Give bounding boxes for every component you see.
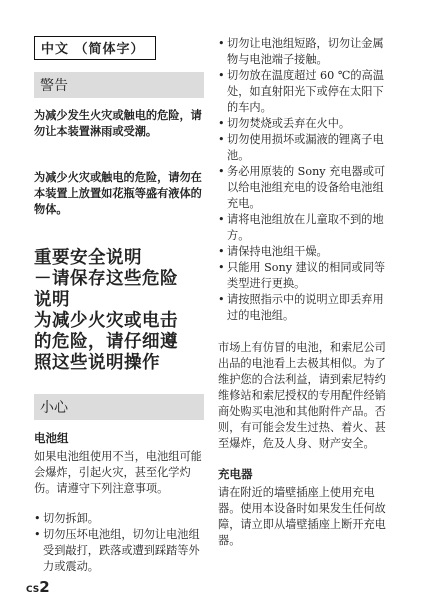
left-column	[34, 36, 204, 575]
list-item: • 只能用 Sony 建议的相同或同等类型进行更换。	[218, 260, 386, 292]
list-item: • 切勿压坏电池组，切勿让电池组受到敲打，跌落或遭到踩踏等外力或震动。	[34, 527, 204, 575]
list-item: • 请按照指示中的说明立即丢弃用过的电池组。	[218, 292, 386, 324]
list-item: • 切勿让电池组短路，切勿让金属物与电池端子接触。	[218, 36, 386, 68]
charger-title: 充电器	[218, 467, 253, 481]
language-code: CS	[26, 585, 40, 595]
page-number-value: 2	[39, 578, 50, 596]
page-number	[26, 578, 50, 596]
caution-heading: 小心	[34, 394, 204, 420]
important-line-3: 说明	[34, 290, 70, 310]
list-item: • 切勿放在温度超过 60 ℃的高温处，如直射阳光下或停在太阳下的车内。	[218, 68, 386, 116]
list-item: • 切勿焚烧或丢弃在火中。	[218, 116, 386, 132]
important-line-5: 的危险，请仔细遵	[34, 332, 178, 352]
battery-pack-title: 电池组	[34, 431, 69, 445]
important-safety-instructions	[34, 248, 204, 374]
right-column	[218, 36, 386, 563]
charger-text: 请在附近的墙壁插座上使用充电器。使用本设备时如果发生任何故障，请立即从墙壁插座上断开充电器。	[218, 486, 386, 547]
right-bullet-list	[218, 36, 386, 324]
warning-paragraph-1: 为减少发生火灾或触电的危险，请勿让本装置淋雨或受潮。	[34, 109, 202, 138]
list-item: • 请将电池组放在儿童取不到的地方。	[218, 212, 386, 244]
list-item: • 切勿拆卸。	[34, 511, 204, 527]
counterfeit-battery-text: 市场上有仿冒的电池，和索尼公司出品的电池看上去极其相似。为了维护您的合法利益，请到索尼特约维修站和索尼授权的专用配件经销商处购买电池和其他附件产品。否则，有可能会发生过热、着火、甚至爆炸，危及人身、财产安全。	[218, 341, 386, 450]
warning-paragraph-2: 为减少火灾或触电的危险，请勿在本装置上放置如花瓶等盛有液体的物体。	[34, 171, 202, 216]
important-line-4: 为减少火灾或电击	[34, 311, 178, 331]
important-line-2: －请保存这些危险	[34, 269, 178, 289]
important-line-1: 重要安全说明	[34, 248, 142, 268]
left-bullet-list	[34, 511, 204, 575]
battery-pack-text: 如果电池组使用不当，电池组可能会爆炸，引起火灾，甚至化学灼伤。请遵守下列注意事项。	[34, 450, 202, 495]
list-item: • 切勿使用损坏或漏液的锂离子电池。	[218, 132, 386, 164]
warning-heading: 警告	[34, 72, 204, 98]
list-item: • 务必用原装的 Sony 充电器或可以给电池组充电的设备给电池组充电。	[218, 164, 386, 212]
important-line-6: 照这些说明操作	[34, 353, 160, 373]
list-item: • 请保持电池组干燥。	[218, 244, 386, 260]
language-tab: 中文 （简体字）	[34, 36, 156, 60]
